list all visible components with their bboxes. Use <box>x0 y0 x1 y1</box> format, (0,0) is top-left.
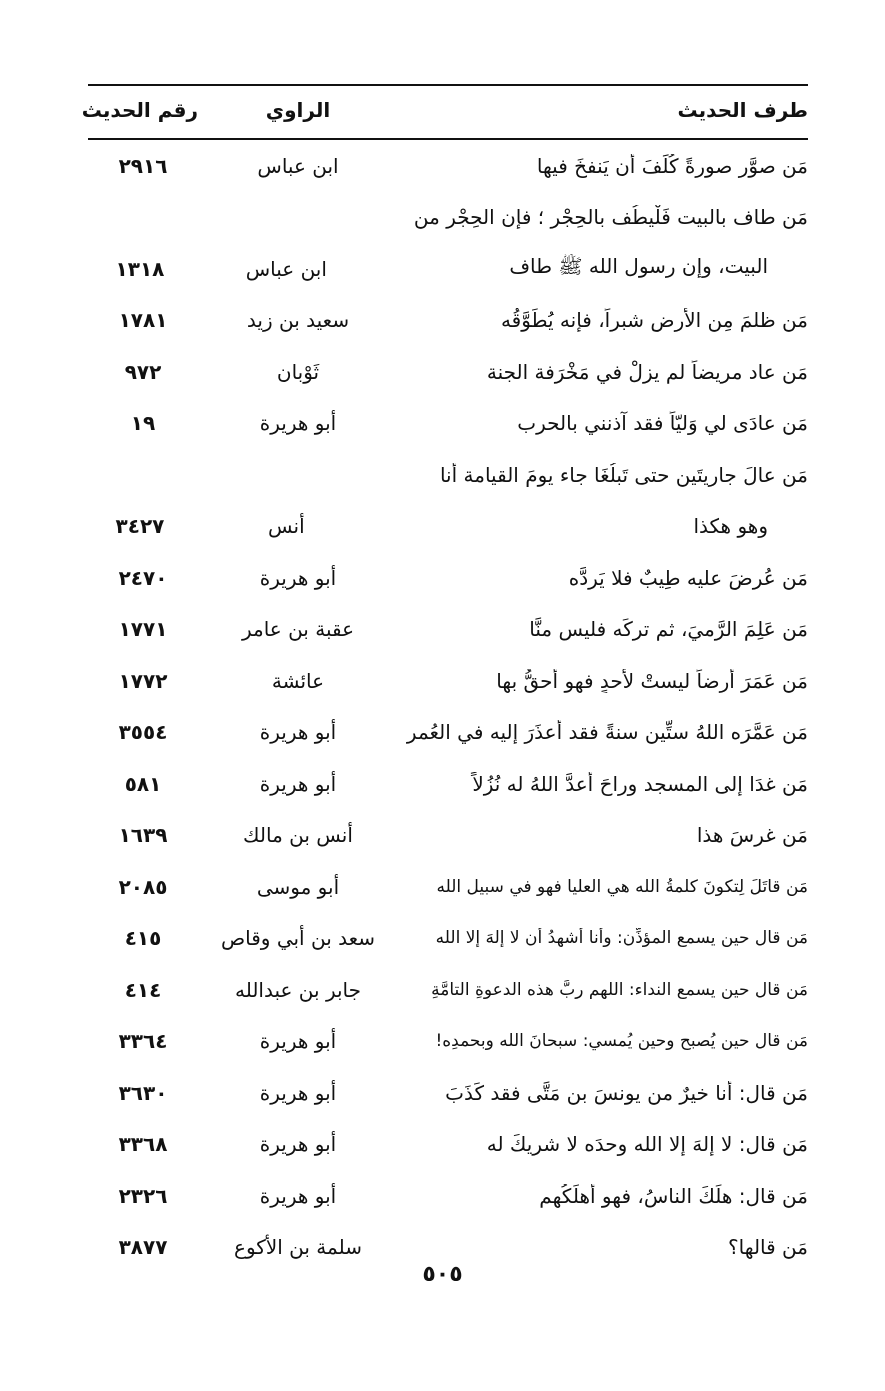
narrator-name: أبو هريرة <box>259 720 337 745</box>
table-row <box>88 861 808 913</box>
hadith-text: مَن عاد مريضاً لم يزلْ في مَخْرَفة الجنة <box>486 359 808 384</box>
table-row <box>88 501 808 553</box>
narrator-name: أبو هريرة <box>259 1132 337 1157</box>
table-row <box>88 964 808 1016</box>
narrator-name: ابن عباس <box>257 153 339 178</box>
hadith-text: مَن قالها؟ <box>728 1235 808 1260</box>
hadith-text: مَن قال حين يسمع المؤذِّن: وأنا أشهدُ أن لا إلهَ إلا الله <box>435 928 808 949</box>
narrator-name: جابر بن عبدالله <box>234 977 362 1002</box>
table-row <box>88 449 808 501</box>
narrator-name: سعيد بن زيد <box>246 308 350 333</box>
hadith-number: ١٧٧١ <box>118 617 168 642</box>
hadith-number: ١٩ <box>130 411 156 436</box>
hadith-number: ٣٣٦٤ <box>118 1029 168 1054</box>
hadith-text: مَن قال حين يُصبح وحين يُمسي: سبحانَ الله وبحمدِه! <box>435 1031 808 1052</box>
narrator-name: سلمة بن الأكوع <box>234 1235 362 1260</box>
table-row <box>88 1170 808 1222</box>
hadith-number: ٣٦٣٠ <box>118 1080 168 1105</box>
hadith-number: ٢٤٧٠ <box>118 565 168 590</box>
hadith-number: ٢٩١٦ <box>118 153 168 178</box>
narrator-name: سعد بن أبي وقاص <box>220 926 376 951</box>
hadith-text: مَن قال: لا إلهَ إلا الله وحدَه لا شريكَ له <box>486 1132 808 1157</box>
narrator-name: عائشة <box>271 668 325 693</box>
table-row <box>88 1016 808 1068</box>
hadith-number: ٥٨١ <box>124 771 162 796</box>
narrator-name: ابن عباس <box>245 256 327 281</box>
hadith-text: وهو هكذا <box>693 514 768 539</box>
hadith-number: ٤١٤ <box>124 977 162 1002</box>
hadith-number: ١٧٨١ <box>118 308 168 333</box>
narrator-name: أبو موسى <box>256 874 340 899</box>
narrator-name: أنس بن مالك <box>243 823 353 848</box>
hadith-text: مَن قال حين يسمع النداء: اللهم ربَّ هذه الدعوةِ التامَّةِ <box>431 979 808 1000</box>
hadith-text: مَن عالَ جاريتَين حتى تَبلُغَا جاء يومَ القيامة أنا <box>439 462 808 487</box>
narrator-name: أبو هريرة <box>259 1029 337 1054</box>
narrator-name: أبو هريرة <box>259 771 337 796</box>
table-row <box>88 707 808 759</box>
index-table <box>81 84 808 1273</box>
hadith-text: مَن قاتَلَ لِتكونَ كلمةُ الله هي العليا فهو في سبيل الله <box>436 876 808 897</box>
hadith-number: ١٧٧٢ <box>118 668 168 693</box>
table-body <box>88 140 808 1273</box>
table-row <box>88 346 808 398</box>
hadith-text: مَن طاف بالبيت فَلْيطُف بالحِجْر ؛ فإن الحِجْر من <box>413 205 808 230</box>
table-row <box>88 398 808 450</box>
narrator-name: أبو هريرة <box>259 1183 337 1208</box>
hadith-text: مَن صوَّر صورةً كُلِّفَ أن يَنفخَ فيها <box>536 153 808 178</box>
hadith-text: مَن غرسَ هذا <box>696 823 808 848</box>
table-row <box>88 655 808 707</box>
table-row <box>88 810 808 862</box>
hadith-number: ٣٤٢٧ <box>115 514 165 539</box>
hadith-text: مَن قال: هلَكَ الناسُ، فهو أهلَكُهم <box>539 1183 808 1208</box>
page-number: ٥٠٥ <box>422 1262 463 1287</box>
narrator-name: ثَوْبان <box>276 359 320 384</box>
narrator-name: أبو هريرة <box>259 565 337 590</box>
hadith-number: ١٣١٨ <box>115 256 165 281</box>
hadith-text: مَن ظلمَ مِن الأرضِ شبراً، فإنه يُطَوَّقُه <box>500 308 808 333</box>
table-row <box>88 1119 808 1171</box>
hadith-text: مَن عَلِمَ الرَّميَ، ثم تركَه فليس منَّا <box>529 617 808 642</box>
header-narrator: الراوي <box>265 98 331 122</box>
header-number: رقم الحديث <box>81 98 198 122</box>
hadith-number: ٩٧٢ <box>124 359 162 384</box>
hadith-number: ٣٨٧٧ <box>118 1235 168 1260</box>
table-header <box>81 86 808 134</box>
hadith-text: مَن عَمَرَ أرضاً ليستْ لأحدٍ فهو أحقُّ بها <box>496 668 808 693</box>
table-row <box>88 295 808 347</box>
narrator-name: أنس <box>268 514 305 539</box>
hadith-number: ٢٣٢٦ <box>118 1183 168 1208</box>
hadith-number: ٣٥٥٤ <box>118 720 168 745</box>
table-row <box>88 913 808 965</box>
hadith-number: ٢٠٨٥ <box>118 874 168 899</box>
hadith-text: مَن عُرِضَ عليه طِيبٌ فلا يَردَّه <box>568 565 808 590</box>
table-row <box>88 243 808 295</box>
table-row <box>88 192 808 244</box>
table-row <box>88 758 808 810</box>
hadith-text: البيت، وإن رسول الله ﷺ طاف <box>509 254 768 279</box>
hadith-text: مَن عَمَّرَه اللهُ ستِّين سنةً فقد أعذَرَ إليه في العُمر <box>406 720 808 745</box>
table-row <box>88 552 808 604</box>
narrator-name: أبو هريرة <box>259 411 337 436</box>
hadith-number: ٤١٥ <box>124 926 162 951</box>
table-row <box>88 1067 808 1119</box>
table-row <box>88 604 808 656</box>
hadith-number: ١٦٣٩ <box>118 823 168 848</box>
table-row <box>88 140 808 192</box>
hadith-text: مَن غدَا إلى المسجد وراحَ أعدَّ اللهُ له نُزُلاً <box>472 771 808 796</box>
narrator-name: أبو هريرة <box>259 1080 337 1105</box>
hadith-text: مَن قال: أنا خيرٌ من يونسَ بنِ مَتَّى فقد كَذَبَ <box>445 1080 808 1105</box>
header-hadith: طرف الحديث <box>677 98 808 122</box>
narrator-name: عقبة بن عامر <box>241 617 355 642</box>
hadith-number: ٣٣٦٨ <box>118 1132 168 1157</box>
hadith-text: مَن عادَى لي وَليّاً فقد آذنني بالحرب <box>517 411 808 436</box>
